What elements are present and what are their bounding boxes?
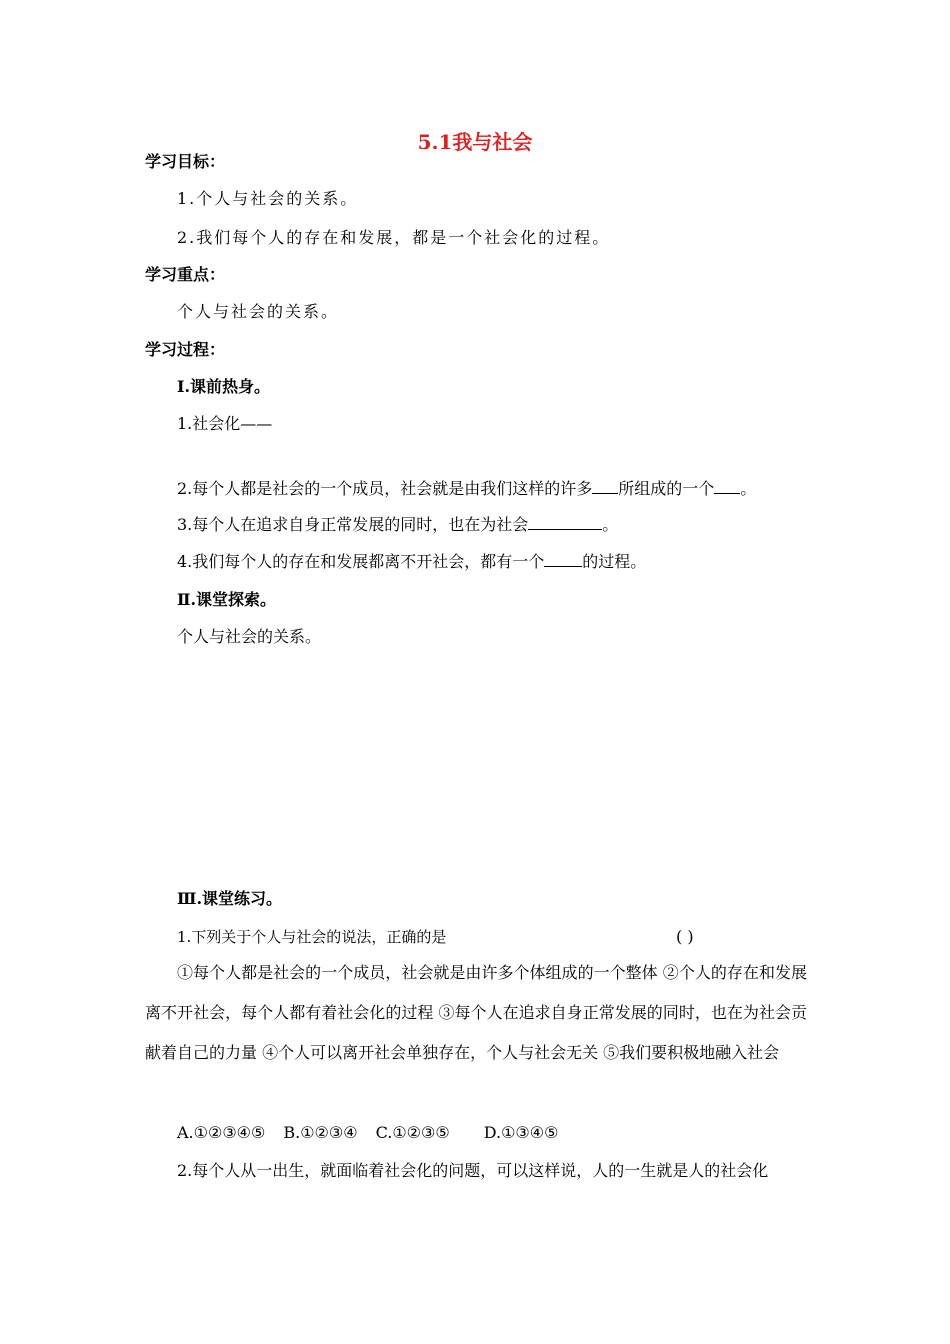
goal-item-1: 1.个人与社会的关系。 bbox=[177, 189, 359, 208]
warmup-q3-part-a: 3.每个人在追求自身正常发展的同时，也在为社会 bbox=[177, 515, 529, 534]
warmup-q2-part-a: 2.每个人都是社会的一个成员，社会就是由我们这样的许多 bbox=[177, 479, 593, 498]
practice-question-2: 2.每个人从一出生，就面临着社会化的问题，可以这样说，人的一生就是人的社会化 bbox=[177, 1161, 769, 1180]
practice-question-1-options bbox=[177, 1122, 576, 1144]
focus-heading: 学习重点： bbox=[145, 265, 226, 284]
practice-heading: Ⅲ.课堂练习。 bbox=[177, 889, 283, 908]
focus-text: 个人与社会的关系。 bbox=[177, 302, 340, 321]
answer-blank[interactable] bbox=[528, 513, 602, 530]
option-a[interactable]: A.①②③④⑤ bbox=[177, 1123, 266, 1142]
option-b[interactable]: B.①②③④ bbox=[283, 1123, 358, 1142]
warmup-question-4 bbox=[177, 550, 646, 573]
explore-text: 个人与社会的关系。 bbox=[177, 627, 322, 646]
practice-question-1-stem: 1.下列关于个人与社会的说法，正确的是 bbox=[177, 928, 447, 946]
answer-blank[interactable] bbox=[544, 550, 582, 567]
answer-bracket[interactable]: ( ) bbox=[676, 927, 694, 946]
warmup-question-2 bbox=[177, 477, 756, 500]
explore-heading: Ⅱ.课堂探索。 bbox=[177, 590, 277, 609]
warmup-q4-part-a: 4.我们每个人的存在和发展都离不开社会，都有一个 bbox=[177, 552, 545, 571]
goal-item-2: 2.我们每个人的存在和发展，都是一个社会化的过程。 bbox=[177, 228, 611, 247]
goals-heading: 学习目标： bbox=[145, 152, 226, 171]
warmup-heading: Ⅰ.课前热身。 bbox=[177, 377, 271, 396]
warmup-question-3 bbox=[177, 513, 618, 536]
process-heading: 学习过程： bbox=[145, 340, 226, 359]
answer-blank[interactable] bbox=[592, 477, 618, 494]
warmup-q3-part-b: 。 bbox=[602, 515, 619, 534]
warmup-q2-part-b: 所组成的一个 bbox=[618, 479, 715, 498]
warmup-q4-part-b: 的过程。 bbox=[582, 552, 647, 571]
warmup-question-1: 1.社会化—— bbox=[177, 414, 273, 433]
option-c[interactable]: C.①②③⑤ bbox=[375, 1123, 450, 1142]
practice-question-1-body: ①每个人都是社会的一个成员，社会就是由许多个体组成的一个整体 ②个人的存在和发展离不开社会，每个人都有着社会化的过程 ③每个人在追求自身正常发展的同时，也在为社会贡献着自己的力量 ④个人可以离开社会单独存在，个人与社会无关 ⑤我们要积极地融入社会 bbox=[145, 963, 807, 1062]
answer-blank[interactable] bbox=[714, 477, 740, 494]
option-d[interactable]: D.①③④⑤ bbox=[483, 1123, 559, 1142]
page-title: 5.1我与社会 bbox=[417, 130, 533, 154]
warmup-q2-part-c: 。 bbox=[740, 479, 757, 498]
